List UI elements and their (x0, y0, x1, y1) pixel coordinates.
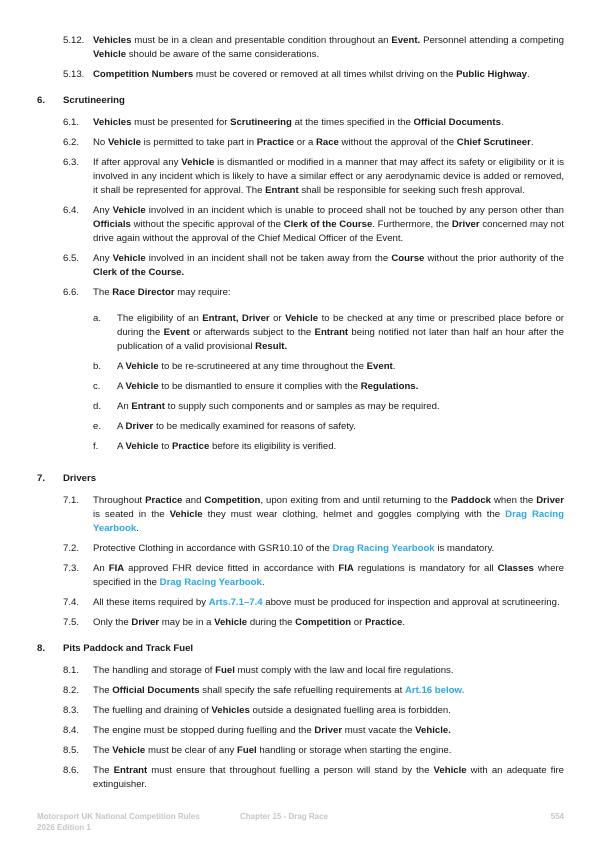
defined-term: Practice (145, 495, 183, 506)
text-run: . (530, 137, 534, 148)
defined-term: Officials (93, 219, 131, 230)
text-run: may require: (174, 287, 231, 298)
section-heading (37, 472, 564, 486)
clause-text (93, 684, 564, 698)
clause-text (93, 704, 564, 718)
defined-term: Driver (131, 617, 160, 628)
clause-text (93, 562, 564, 590)
sub-clause-letter: b. (93, 361, 102, 372)
sub-clause-text (117, 380, 564, 394)
text-run: is permitted to take part in (141, 137, 257, 148)
cross-reference-link[interactable]: Art.16 below. (404, 685, 465, 696)
defined-term: Competition (295, 617, 352, 628)
sub-clause (93, 360, 564, 374)
text-run: The (93, 685, 113, 696)
sub-clause-list (93, 312, 564, 454)
defined-term: Driver (451, 219, 480, 230)
text-run: handling or storage when starting the engine. (256, 745, 452, 756)
defined-term: Vehicle (112, 745, 146, 756)
sub-clause (93, 400, 564, 414)
text-run: may be in a (159, 617, 215, 628)
text-run: with an adequate fire extinguisher. (93, 765, 564, 790)
clause (37, 34, 564, 62)
sub-clause (93, 380, 564, 394)
cross-reference-link[interactable]: Drag Racing Yearbook (332, 543, 435, 554)
defined-term: Course (391, 253, 425, 264)
defined-term: Fuel (237, 745, 257, 756)
clause (37, 252, 564, 280)
clause-number: 8.6. (63, 765, 80, 776)
defined-term: Vehicles (93, 35, 132, 46)
clause-number: 8.4. (63, 725, 80, 736)
defined-term: Vehicle (214, 617, 248, 628)
section-number: 7. (37, 473, 46, 484)
clause-number: 5.12. (63, 35, 85, 46)
text-run: The (93, 745, 113, 756)
defined-term: Driver (314, 725, 343, 736)
text-run: The eligibility of an (117, 313, 203, 324)
text-run: concerned may not drive again without the approval of the Chief Medical Officer of the Event. (93, 219, 564, 244)
text-run: An (117, 401, 132, 412)
clause-text (93, 156, 564, 198)
clause-text (93, 616, 564, 630)
sub-clause (93, 420, 564, 434)
clause-number: 7.2. (63, 543, 80, 554)
defined-term: Fuel (215, 665, 235, 676)
text-run: regulations is mandatory for all (353, 563, 498, 574)
text-run: outside a designated fuelling area is forbidden. (249, 705, 451, 716)
text-run: when the (491, 495, 537, 506)
clause (37, 596, 564, 610)
defined-term: Vehicle. (415, 725, 451, 736)
defined-term: Entrant, Driver (202, 313, 270, 324)
section-title: Scrutineering (63, 95, 125, 106)
defined-term: Vehicle (112, 253, 146, 264)
defined-term: Official Documents (112, 685, 200, 696)
text-run: If after approval any (93, 157, 182, 168)
defined-term: Entrant (113, 765, 148, 776)
text-run: An (93, 563, 109, 574)
text-run: to be re-scrutineered at any time throughout the (158, 361, 367, 372)
defined-term: Paddock (451, 495, 491, 506)
text-run: involved in an incident shall not be taken away from the (145, 253, 392, 264)
clause-number: 7.1. (63, 495, 80, 506)
clause-text (93, 724, 564, 738)
defined-term: Practice (365, 617, 403, 628)
text-run: to supply such components and or samples as may be required. (164, 401, 440, 412)
defined-term: Clerk of the Course (283, 219, 373, 230)
defined-term: Driver (536, 495, 564, 506)
text-run: must be covered or removed at all times whilst driving on the (193, 69, 457, 80)
text-run: must comply with the law and local fire regulations. (234, 665, 454, 676)
clause-text (93, 252, 564, 280)
text-run: Only the (93, 617, 132, 628)
text-run: The fuelling and draining of (93, 705, 212, 716)
defined-term: Vehicle (125, 361, 159, 372)
section-title: Pits Paddock and Track Fuel (63, 643, 194, 654)
sub-clause-text (117, 440, 564, 454)
text-run: or a (294, 137, 316, 148)
clause-number: 7.3. (63, 563, 80, 574)
text-run: where specified in the (93, 563, 565, 588)
sub-clause-text (117, 360, 564, 374)
sub-clause-text (117, 420, 564, 434)
clause-number: 5.13. (63, 69, 85, 80)
defined-term: Vehicle (125, 441, 159, 452)
defined-term: Entrant (131, 401, 165, 412)
clause-number: 6.1. (63, 117, 80, 128)
clause (37, 616, 564, 630)
defined-term: Regulations. (360, 381, 419, 392)
defined-term: Event. (391, 35, 421, 46)
clause (37, 562, 564, 590)
text-run: A (117, 381, 126, 392)
text-run: must vacate the (342, 725, 416, 736)
text-run: to (158, 441, 172, 452)
text-run: No (93, 137, 108, 148)
defined-term: Event (366, 361, 393, 372)
text-run: The handling and storage of (93, 665, 216, 676)
sub-clause-letter: c. (93, 381, 101, 392)
text-run: should be aware of the same considerations. (126, 49, 320, 60)
clause-number: 7.5. (63, 617, 80, 628)
defined-term: Vehicle (433, 765, 467, 776)
cross-reference-link[interactable]: Drag Racing Yearbook (93, 509, 564, 534)
text-run: . Furthermore, the (372, 219, 452, 230)
clause (37, 542, 564, 556)
clause (37, 764, 564, 792)
text-run: must be presented for (131, 117, 231, 128)
defined-term: Race Director (112, 287, 175, 298)
section-number: 6. (37, 95, 46, 106)
text-run: must be in a clean and presentable condition throughout an (131, 35, 392, 46)
defined-term: Vehicles (93, 117, 132, 128)
sub-clause (93, 312, 564, 354)
text-run: . (402, 617, 406, 628)
clause-number: 6.4. (63, 205, 80, 216)
defined-term: Vehicle (169, 509, 203, 520)
text-run: . (500, 117, 504, 128)
clause (37, 116, 564, 130)
text-run: without the approval of the (338, 137, 457, 148)
text-run: to be medically examined for reasons of safety. (153, 421, 356, 432)
text-run: or afterwards subject to the (189, 327, 315, 338)
clause-text (93, 204, 564, 246)
text-run: All these items required by (93, 597, 209, 608)
sub-clause-text (117, 400, 564, 414)
clause (37, 664, 564, 678)
defined-term: Chief Scrutineer (456, 137, 531, 148)
text-run: . (261, 577, 265, 588)
clause-number: 8.1. (63, 665, 80, 676)
defined-term: Practice (256, 137, 295, 148)
clause-number: 6.2. (63, 137, 80, 148)
text-run: A (117, 421, 126, 432)
clause-number: 8.3. (63, 705, 80, 716)
clause (37, 494, 564, 536)
text-run: Any (93, 205, 113, 216)
text-run: or (269, 313, 286, 324)
defined-term: Practice (171, 441, 210, 452)
clause (37, 136, 564, 150)
clause (37, 204, 564, 246)
clause-text (93, 664, 564, 678)
defined-term: Driver (125, 421, 154, 432)
text-run: before its eligibility is verified. (209, 441, 337, 452)
clause-text (93, 68, 564, 82)
clause-text (93, 34, 564, 62)
text-run: is seated in the (93, 509, 170, 520)
text-run: above must be produced for inspection and approval at scrutineering. (262, 597, 560, 608)
section-heading (37, 94, 564, 108)
section-heading (37, 642, 564, 656)
clause-number: 6.6. (63, 287, 80, 298)
text-run: shall specify the safe refuelling requirements at (199, 685, 405, 696)
clause-number: 7.4. (63, 597, 80, 608)
defined-term: Vehicle (181, 157, 215, 168)
text-run: . (136, 523, 139, 534)
defined-term: FIA (338, 563, 354, 574)
text-run: The engine must be stopped during fuelling and the (93, 725, 315, 736)
defined-term: Scrutineering (230, 117, 292, 128)
text-run: involved in an incident which is unable to proceed shall not be touched by any person other than (145, 205, 564, 216)
text-run: they must wear clothing, helmet and goggles complying with the (202, 509, 506, 520)
defined-term: Entrant (314, 327, 349, 338)
text-run: Any (93, 253, 113, 264)
text-run: , upon exiting from and until returning to the (260, 495, 451, 506)
clause-text (93, 494, 564, 536)
text-run: at the times specified in the (291, 117, 414, 128)
defined-term: Race (315, 137, 339, 148)
sub-clause (93, 440, 564, 454)
footer-chapter: Chapter 15 - Drag Race (240, 812, 329, 821)
text-run: Protective Clothing in accordance with GSR10.10 of the (93, 543, 333, 554)
clause-text (93, 286, 564, 460)
footer-publication: Motorsport UK National Competition Rules 2026 Edition 1 (37, 812, 200, 832)
text-run: is mandatory. (434, 543, 495, 554)
clause-text (93, 116, 564, 130)
text-run: must ensure that throughout fuelling a person will stand by the (147, 765, 434, 776)
document-body (37, 34, 564, 798)
clause (37, 704, 564, 718)
sub-clause-letter: e. (93, 421, 102, 432)
defined-term: Vehicle (107, 137, 142, 148)
defined-term: Public Highway (456, 69, 528, 80)
text-run: Throughout (93, 495, 146, 506)
clause (37, 286, 564, 460)
clause-number: 8.2. (63, 685, 80, 696)
text-run: during the (247, 617, 296, 628)
sub-clause-letter: d. (93, 401, 102, 412)
text-run: without the specific approval of the (130, 219, 284, 230)
clause-text (93, 136, 564, 150)
defined-term: Vehicle (112, 205, 146, 216)
clause-number: 6.5. (63, 253, 80, 264)
text-run: Personnel attending a competing (420, 35, 564, 46)
sub-clause-letter: f. (93, 441, 99, 452)
text-run: to be dismantled to ensure it complies with the (158, 381, 361, 392)
text-run: is dismantled or modified in a manner that may affect its safety or eligibility or it is involved in any incident which is likely to have a similar effect or any aerodynamic device is added or removed, it shall be represented for approval. The (93, 157, 564, 196)
clause-number: 8.5. (63, 745, 80, 756)
defined-term: Vehicle (93, 49, 127, 60)
defined-term: Competition (204, 495, 261, 506)
text-run: The (93, 765, 114, 776)
text-run: A (117, 361, 126, 372)
text-run: A (117, 441, 126, 452)
text-run: shall be responsible for seeking such fresh approval. (298, 185, 525, 196)
clause (37, 156, 564, 198)
defined-term: Vehicle (285, 313, 319, 324)
clause-number: 6.3. (63, 157, 80, 168)
defined-term: Official Documents (413, 117, 501, 128)
text-run: and (182, 495, 205, 506)
clause-text (93, 744, 564, 758)
clause-text (93, 596, 564, 610)
defined-term: Vehicle (125, 381, 159, 392)
clause (37, 724, 564, 738)
clause (37, 68, 564, 82)
text-run: being notified not later than half an hour after the publication of a valid provisional (117, 327, 564, 352)
clause-text (93, 764, 564, 792)
sub-clause-letter: a. (93, 313, 102, 324)
defined-term: Entrant (265, 185, 299, 196)
section-title: Drivers (63, 473, 97, 484)
defined-term: Clerk of the Course. (93, 267, 185, 278)
defined-term: Event (163, 327, 190, 338)
text-run: to be checked at any time or prescribed place before or during the (117, 313, 564, 338)
clause (37, 684, 564, 698)
clause (37, 744, 564, 758)
text-run: approved FHR device fitted in accordance with (124, 563, 339, 574)
text-run: must be clear of any (145, 745, 237, 756)
defined-term: Competition Numbers (93, 69, 194, 80)
text-run: . (392, 361, 396, 372)
text-run: . (527, 69, 530, 80)
cross-reference-link[interactable]: Arts.7.1–7.4 (208, 597, 263, 608)
text-run: or (351, 617, 366, 628)
defined-term: Classes (497, 563, 534, 574)
sub-clause-text (117, 312, 564, 354)
defined-term: FIA (108, 563, 125, 574)
clause-text (93, 542, 564, 556)
defined-term: Result. (255, 341, 288, 352)
text-run: without the prior authority of the (424, 253, 564, 264)
section-number: 8. (37, 643, 46, 654)
text-run: The (93, 287, 113, 298)
defined-term: Vehicles (211, 705, 250, 716)
footer-page-number: 554 (550, 812, 564, 821)
cross-reference-link[interactable]: Drag Racing Yearbook (159, 577, 262, 588)
